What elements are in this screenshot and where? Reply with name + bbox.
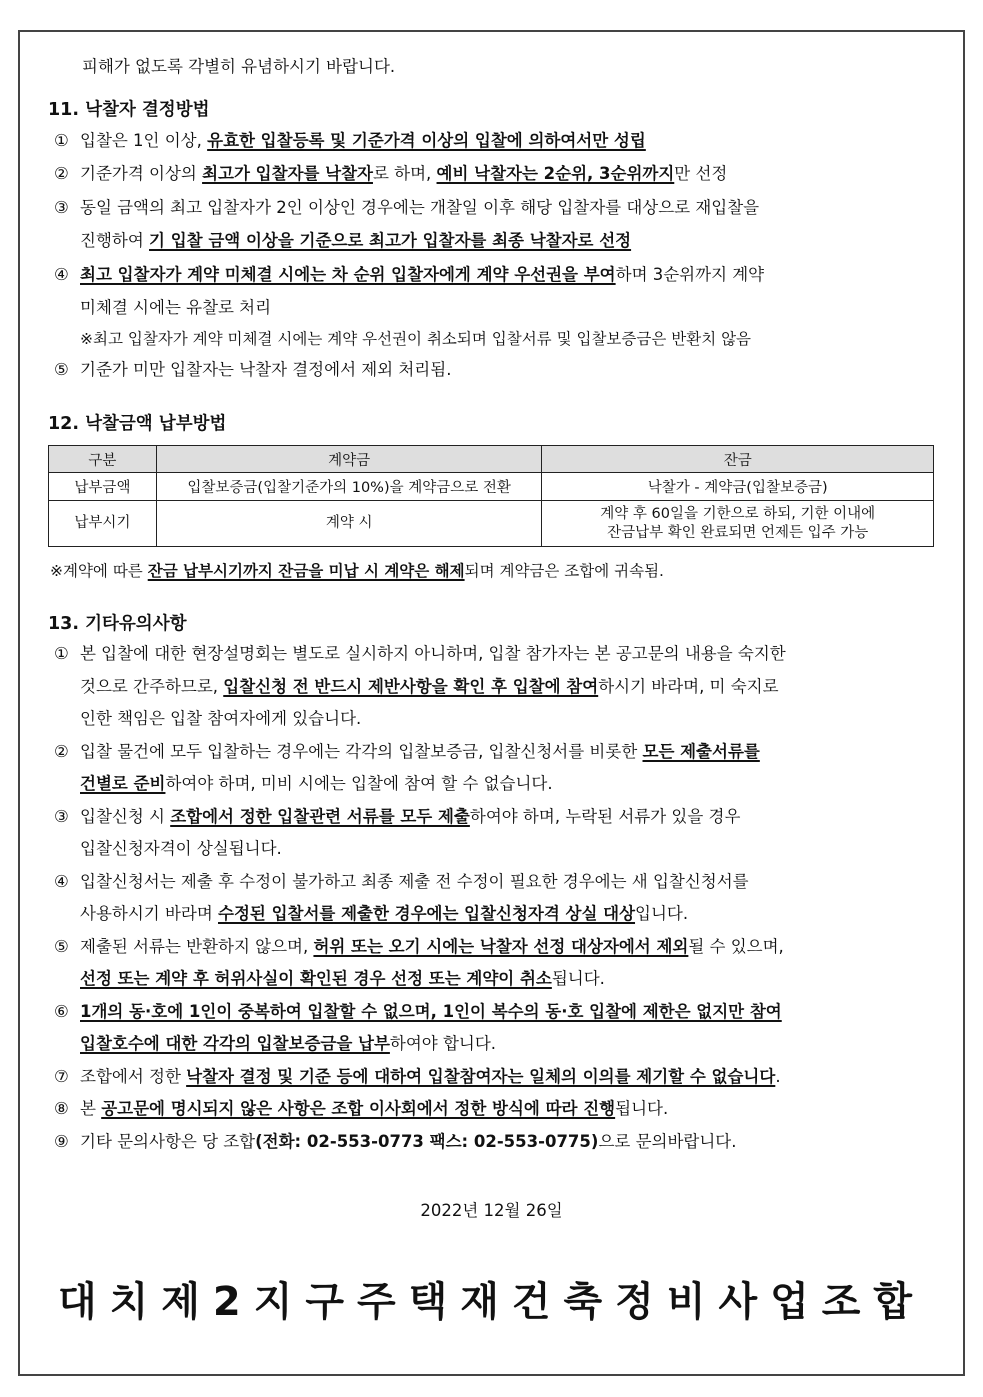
s13-item-5-cont: 선정 또는 계약 후 허위사실이 확인된 경우 선정 또는 계약이 취소됩니다.	[80, 969, 605, 988]
payment-table	[48, 445, 934, 547]
union-name: 대치제2지구주택재건축정비사업조합	[57, 1279, 926, 1325]
notice-page	[18, 30, 965, 1376]
emphasis: 1개의 동·호에 1인이 중복하여 입찰할 수 없으며, 1인이 복수의 동·호 입찰에 제한은 없지만 참여	[80, 1002, 782, 1021]
s13-item-3-cont: 입찰신청자격이 상실됩니다.	[80, 839, 282, 858]
section-11-title: 11. 낙찰자 결정방법	[48, 100, 210, 120]
s13-item-4-cont: 사용하시기 바라며 수정된 입찰서를 제출한 경우에는 입찰신청자격 상실 대상입니다.	[80, 904, 689, 923]
s11-item-4: ④ 최고 입찰자가 계약 미체결 시에는 차 순위 입찰자에게 계약 우선권을 부여하며 3순위까지 계약	[54, 265, 765, 284]
contact-info: (전화: 02-553-0773 팩스: 02-553-0775)	[255, 1132, 599, 1151]
item-number: ⑨	[54, 1132, 69, 1151]
emphasis: 공고문에 명시되지 않은 사항은 조합 이사회에서 정한 방식에 따라 진행	[101, 1099, 616, 1118]
emphasis: 기 입찰 금액 이상을 기준으로 최고가 입찰자를 최종 낙찰자로 선정	[149, 231, 632, 250]
section-12-title: 12. 낙찰금액 납부방법	[48, 414, 227, 434]
emphasis: 모든 제출서류를	[642, 742, 760, 761]
header-balance: 잔금	[542, 446, 934, 473]
s11-item-3: ③ 동일 금액의 최고 입찰자가 2인 이상인 경우에는 개찰일 이후 해당 입찰자를 대상으로 재입찰을	[54, 198, 760, 217]
table-row	[49, 473, 934, 501]
header-category: 구분	[49, 446, 157, 473]
emphasis: 선정 또는 계약 후 허위사실이 확인된 경우 선정 또는 계약이 취소	[80, 969, 552, 988]
item-number: ⑦	[54, 1067, 69, 1086]
emphasis: 조합에서 정한 입찰관련 서류를 모두 제출	[170, 807, 470, 826]
item-number: ①	[54, 131, 69, 150]
s11-item-2: ② 기준가격 이상의 최고가 입찰자를 낙찰자로 하며, 예비 낙찰자는 2순위, 3순위까지만 선정	[54, 164, 728, 183]
s12-note: ※계약에 따른 잔금 납부시기까지 잔금을 미납 시 계약은 해제되며 계약금은 조합에 귀속됨.	[50, 562, 664, 580]
item-number: ⑥	[54, 1002, 69, 1021]
s11-item-4-cont: 미체결 시에는 유찰로 처리	[80, 298, 272, 317]
intro-line: 피해가 없도록 각별히 유념하시기 바랍니다.	[82, 57, 396, 76]
item-number: ⑤	[54, 937, 69, 956]
s13-item-8: ⑧ 본 공고문에 명시되지 않은 사항은 조합 이사회에서 정한 방식에 따라 진행됩니다.	[54, 1099, 669, 1118]
item-number: ⑧	[54, 1099, 69, 1118]
s13-item-1: ① 본 입찰에 대한 현장설명회는 별도로 실시하지 아니하며, 입찰 참가자는 본 공고문의 내용을 숙지한	[54, 644, 786, 663]
emphasis: 수정된 입찰서를 제출한 경우에는 입찰신청자격 상실 대상	[218, 904, 636, 923]
emphasis: 최고 입찰자가 계약 미체결 시에는 차 순위 입찰자에게 계약 우선권을 부여	[80, 265, 616, 284]
s13-item-2-cont: 건별로 준비하여야 하며, 미비 시에는 입찰에 참여 할 수 없습니다.	[80, 774, 553, 793]
table-header-row	[49, 446, 934, 473]
s13-item-5: ⑤ 제출된 서류는 반환하지 않으며, 허위 또는 오기 시에는 낙찰자 선정 대상자에서 제외될 수 있으며,	[54, 937, 784, 956]
emphasis: 잔금 납부시기까지 잔금을 미납 시 계약은 해제	[147, 562, 465, 580]
section-13-title: 13. 기타유의사항	[48, 614, 187, 634]
balance-cell: 계약 후 60일을 기한으로 하되, 기한 이내에 잔금납부 확인 완료되면 언제든 입주 가능	[542, 501, 934, 547]
s11-item-4-note: ※최고 입찰자가 계약 미체결 시에는 계약 우선권이 취소되며 입찰서류 및 입찰보증금은 반환치 않음	[80, 330, 752, 348]
s13-item-3: ③ 입찰신청 시 조합에서 정한 입찰관련 서류를 모두 제출하여야 하며, 누락된 서류가 있을 경우	[54, 807, 741, 826]
s13-item-9: ⑨ 기타 문의사항은 당 조합(전화: 02-553-0773 팩스: 02-553-0775)으로 문의바랍니다.	[54, 1132, 737, 1151]
item-number: ②	[54, 742, 69, 761]
item-number: ④	[54, 872, 69, 891]
s11-item-3-cont: 진행하여 기 입찰 금액 이상을 기준으로 최고가 입찰자를 최종 낙찰자로 선정	[80, 231, 632, 250]
s13-item-7: ⑦ 조합에서 정한 낙찰자 결정 및 기준 등에 대하여 입찰참여자는 일체의 이의를 제기할 수 없습니다.	[54, 1067, 781, 1086]
deposit-cell: 계약 시	[156, 501, 542, 547]
s11-item-5: ⑤ 기준가 미만 입찰자는 낙찰자 결정에서 제외 처리됨.	[54, 360, 452, 379]
table-row	[49, 501, 934, 547]
emphasis: 입찰신청 전 반드시 제반사항을 확인 후 입찰에 참여	[223, 677, 599, 696]
item-number: ⑤	[54, 360, 69, 379]
s13-item-1-cont2: 인한 책임은 입찰 참여자에게 있습니다.	[80, 709, 362, 728]
emphasis: 허위 또는 오기 시에는 낙찰자 선정 대상자에서 제외	[313, 937, 689, 956]
header-deposit: 계약금	[156, 446, 542, 473]
row-label: 납부시기	[49, 501, 157, 547]
s13-item-2: ② 입찰 물건에 모두 입찰하는 경우에는 각각의 입찰보증금, 입찰신청서를 비롯한 모든 제출서류를	[54, 742, 760, 761]
emphasis: 최고가 입찰자를 낙찰자	[202, 164, 373, 183]
emphasis: 건별로 준비	[80, 774, 166, 793]
item-number: ①	[54, 644, 69, 663]
emphasis: 유효한 입찰등록 및 기준가격 이상의 입찰에 의하여서만 성립	[207, 131, 646, 150]
item-number: ③	[54, 807, 69, 826]
emphasis: 예비 낙찰자는 2순위, 3순위까지	[436, 164, 675, 183]
item-number: ②	[54, 164, 69, 183]
notice-date: 2022년 12월 26일	[420, 1201, 563, 1220]
emphasis: 낙찰자 결정 및 기준 등에 대하여 입찰참여자는 일체의 이의를 제기할 수 없습니다	[186, 1067, 776, 1086]
deposit-cell: 입찰보증금(입찰기준가의 10%)을 계약금으로 전환	[156, 473, 542, 501]
item-number: ④	[54, 265, 69, 284]
row-label: 납부금액	[49, 473, 157, 501]
s11-item-1: ① 입찰은 1인 이상, 유효한 입찰등록 및 기준가격 이상의 입찰에 의하여서만 성립	[54, 131, 646, 150]
item-number: ③	[54, 198, 69, 217]
s13-item-6	[54, 1001, 782, 1023]
emphasis: 입찰호수에 대한 각각의 입찰보증금을 납부	[80, 1034, 390, 1053]
balance-cell: 낙찰가 - 계약금(입찰보증금)	[542, 473, 934, 501]
s13-item-6-cont: 입찰호수에 대한 각각의 입찰보증금을 납부하여야 합니다.	[80, 1034, 497, 1053]
s13-item-1-cont: 것으로 간주하므로, 입찰신청 전 반드시 제반사항을 확인 후 입찰에 참여하시기 바라며, 미 숙지로	[80, 677, 779, 696]
s13-item-4: ④ 입찰신청서는 제출 후 수정이 불가하고 최종 제출 전 수정이 필요한 경우에는 새 입찰신청서를	[54, 872, 749, 891]
